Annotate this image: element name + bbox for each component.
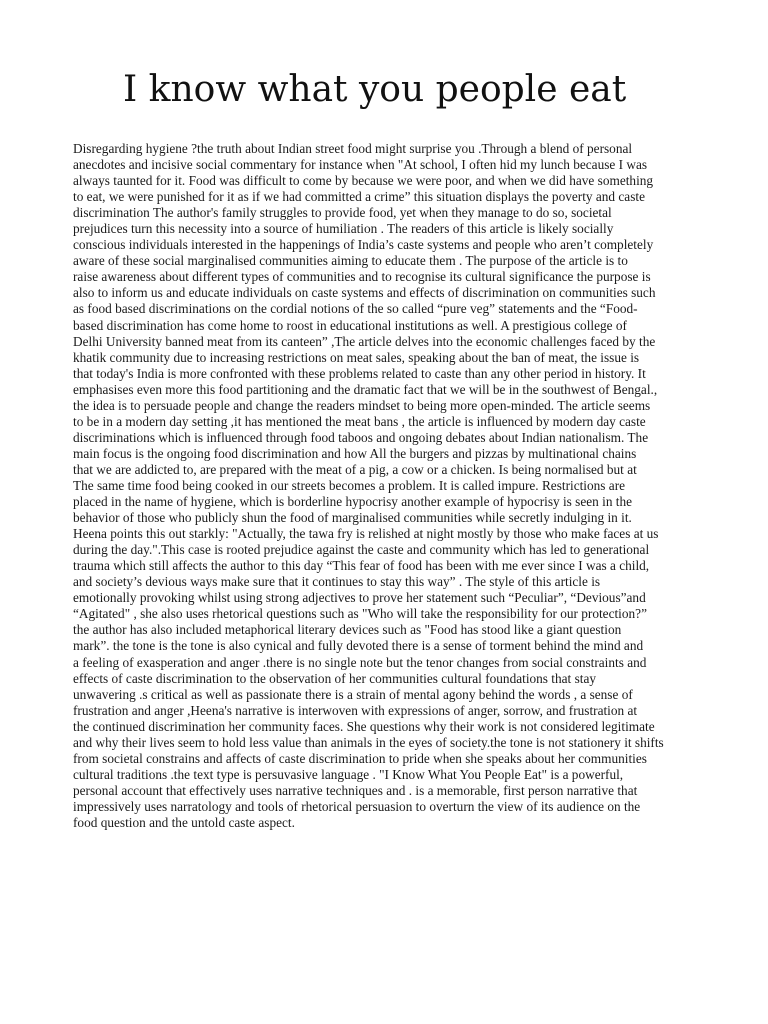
body-line: always taunted for it. Food was difficult to come by because we were poor, and when we did have something [73,173,654,189]
body-line: unwavering .s critical as well as passionate there is a strain of mental agony behind the words , a sense of [73,686,633,702]
body-line: and society’s devious ways make sure that it continues to stay this way” . The style of this article is [73,574,601,590]
body-line: to eat, we were punished for it as if we had committed a crime” this situation displays the poverty and caste [73,189,645,205]
essay-body [73,141,695,831]
body-line: discriminations which is influenced through food taboos and ongoing debates about Indian nationalism. The [73,429,649,445]
body-line: The same time food being cooked in our streets becomes a problem. It is called impure. Restrictions are [73,477,626,493]
body-line: Delhi University banned meat from its canteen” ,The article delves into the economic challenges faced by the [73,333,656,349]
body-line: the continued discrimination her community faces. She questions why their work is not considered legitimate [73,718,655,734]
body-line: to be in a modern day setting ,it has mentioned the meat bans , the article is influenced by modern day caste [73,413,646,429]
body-line: aware of these social marginalised communities aiming to educate them . The purpose of the article is to [73,253,628,269]
body-line: the idea is to persuade people and change the readers mindset to being more open-minded. The article seems [73,397,651,413]
body-line: “Agitated" , she also uses rhetorical questions such as "Who will take the responsibility for our protection?” [73,606,647,622]
body-line: during the day.".This case is rooted prejudice against the caste and community which has led to generational [73,542,650,558]
body-line: from societal constrains and affects of caste discrimination to pride when she speaks about her communities [73,750,647,766]
body-line: behavior of those who publicly shun the food of marginalised communities while secretly indulging in it. [73,510,632,526]
body-line: anecdotes and incisive social commentary for instance when "At school, I often hid my lunch because I was [73,157,648,173]
body-line: main focus is the ongoing food discrimination and how All the burgers and pizzas by multinational chains [73,445,637,461]
body-line: and why their lives seem to hold less value than animals in the eyes of society.the tone is not stationery it shifts [73,734,664,750]
body-line: also to inform us and educate individuals on caste systems and effects of discrimination on communities such [73,285,656,301]
body-line: personal account that effectively uses narrative techniques and . is a memorable, first person narrative that [73,782,638,798]
body-line: based discrimination has come home to roost in educational institutions as well. A prestigious college of [73,317,627,333]
body-line: the author has also included metaphorical literary devices such as "Food has stood like a giant question [73,622,622,638]
body-line: effects of caste discrimination to the observation of her communities cultural foundations that stay [73,670,596,686]
body-line: mark”. the tone is the tone is also cynical and fully devoted there is a sense of torment behind the mind and [73,638,644,654]
body-line: discrimination The author's family struggles to provide food, yet when they manage to do so, societal [73,205,612,221]
body-line: prejudices turn this necessity into a source of humiliation . The readers of this article is likely socially [73,221,614,237]
body-line: Heena points this out starkly: "Actually, the tawa fry is relished at night mostly by those who make faces at us [73,526,659,542]
body-line: placed in the name of hygiene, which is borderline hypocrisy another example of hypocrisy is seen in the [73,494,633,510]
body-line: trauma which still affects the author to this day “This fear of food has been with me ever since I was a child, [73,558,650,574]
body-line: that today's India is more confronted with these problems related to caste than any other period in history. It [73,365,646,381]
body-line: that we are addicted to, are prepared with the meat of a pig, a cow or a chicken. Is being normalised but at [73,461,637,477]
body-line: emphasises even more this food partitioning and the dramatic fact that we will be in the southwest of Bengal., [73,381,658,397]
document-title: I know what you people eat [123,69,627,110]
body-line: khatik community due to increasing restrictions on meat sales, speaking about the ban of meat, the issue is [73,349,640,365]
body-line: food question and the untold caste aspect. [73,814,295,830]
body-line: conscious individuals interested in the happenings of India’s caste systems and people who aren’t completely [73,237,654,253]
body-line: raise awareness about different types of communities and to recognise its cultural significance the purpose is [73,269,651,285]
body-line: cultural traditions .the text type is persuvasive language . "I Know What You People Eat" is a powerful, [73,766,624,782]
body-line: impressively uses narratology and tools of rhetorical persuasion to overturn the view of its audience on the [73,798,641,814]
body-line: Disregarding hygiene ?the truth about Indian street food might surprise you .Through a blend of personal [73,141,633,156]
body-line: as food based discriminations on the cordial notions of the so called “pure veg” statements and the “Food- [73,301,638,317]
body-line: frustration and anger ,Heena's narrative is interwoven with expressions of anger, sorrow, and frustration at [73,702,638,718]
body-line: a feeling of exasperation and anger .there is no single note but the tenor changes from social constraints and [73,654,647,670]
body-line: emotionally provoking whilst using strong adjectives to prove her statement such “Peculiar”, “Devious”and [73,590,646,606]
